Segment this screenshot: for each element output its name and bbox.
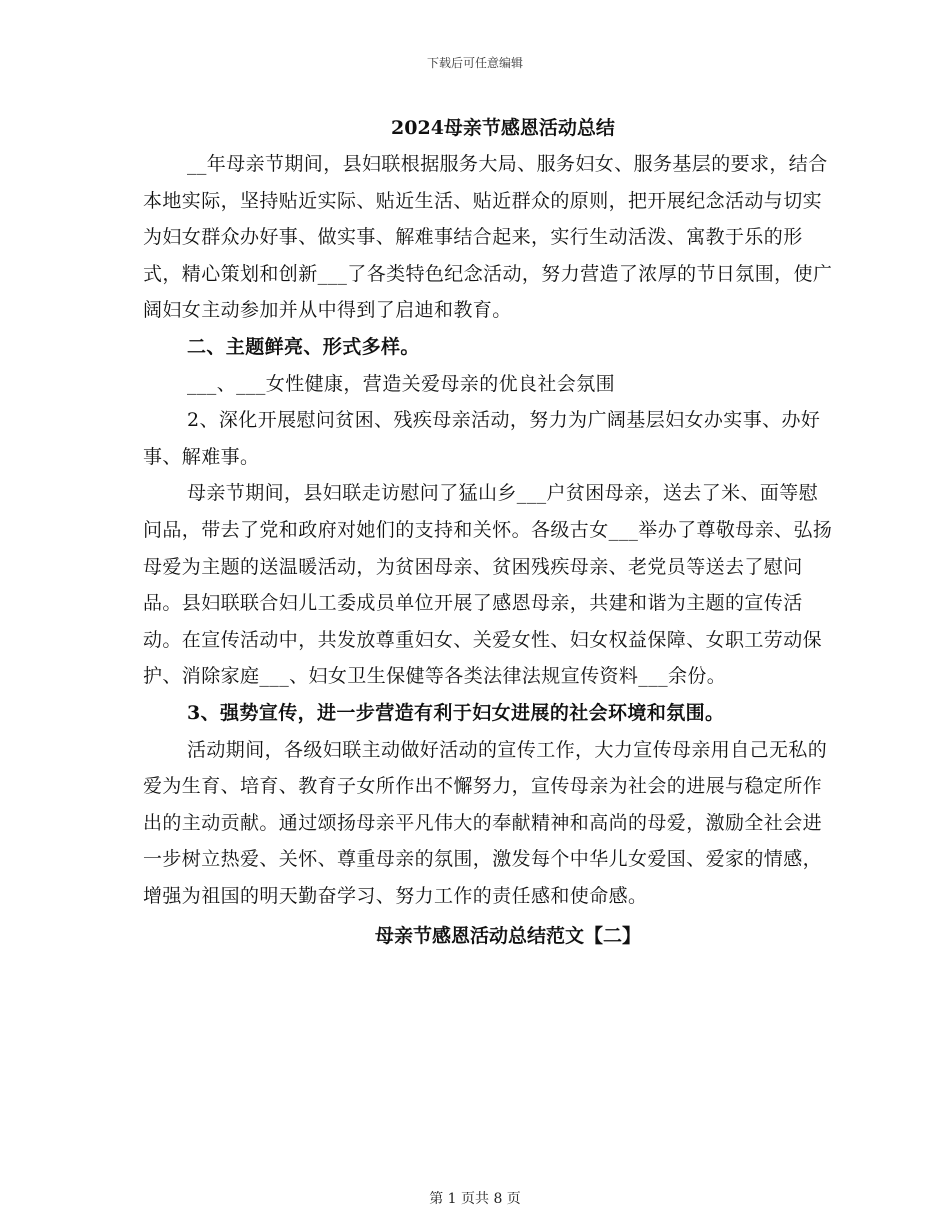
document-subtitle: 母亲节感恩活动总结范文【二】 xyxy=(374,925,641,948)
paragraph-publicity: 活动期间，各级妇联主动做好活动的宣传工作，大力宣传母亲用自己无私的爱为生育、培育、教育子女所作出不懈努力，宣传母亲为社会的进展与稳定所作出的主动贡献。通过颂扬母亲平凡伟大的奉献精神和高尚的母爱，激励全社会进一步树立热爱、关怀、尊重母亲的氛围，激发每个中华儿女爱国、爱家的情感，增强为祖国的明天勤奋学习、努力工作的责任感和使命感。 xyxy=(143,738,828,907)
section-heading-3: 3、强势宣传，进一步营造有利于妇女进展的社会环境和氛围。 xyxy=(187,701,725,724)
document-title: 2024母亲节感恩活动总结 xyxy=(391,117,615,139)
paragraph-item-2: 2、深化开展慰问贫困、残疾母亲活动，努力为广阔基层妇女办实事、办好事、解难事。 xyxy=(143,409,821,468)
paragraph-item-1: ___、___女性健康，营造关爱母亲的优良社会氛围 xyxy=(187,372,616,395)
page-header: 下载后可任意编辑 xyxy=(426,56,523,70)
page-footer: 第 1 页共 8 页 xyxy=(429,1191,521,1207)
paragraph-intro: __年母亲节期间，县妇联根据服务大局、服务妇女、服务基层的要求，结合本地实际，坚持贴近实际、贴近生活、贴近群众的原则，把开展纪念活动与切实为妇女群众办好事、做实事、解难事结合起来，实行生动活泼、寓教于乐的形式，精心策划和创新___了各类特色纪念活动，努力营造了浓厚的节日氛围，使广阔妇女主动参加并从中得到了启迪和教育。 xyxy=(143,153,833,322)
paragraph-visits: 母亲节期间，县妇联走访慰问了猛山乡___户贫困母亲，送去了米、面等慰问品，带去了党和政府对她们的支持和关怀。各级古女___举办了尊敬母亲、弘扬母爱为主题的送温暖活动，为贫困母亲、贫困残疾母亲、老党员等送去了慰问品。县妇联联合妇儿工委成员单位开展了感恩母亲，共建和谐为主题的宣传活动。在宣传活动中，共发放尊重妇女、关爱女性、妇女权益保障、女职工劳动保护、消除家庭___、妇女卫生保健等各类法律法规宣传资料___余份。 xyxy=(143,482,833,688)
section-heading-2: 二、主题鲜亮、形式多样。 xyxy=(187,335,420,358)
document-body xyxy=(143,110,833,954)
